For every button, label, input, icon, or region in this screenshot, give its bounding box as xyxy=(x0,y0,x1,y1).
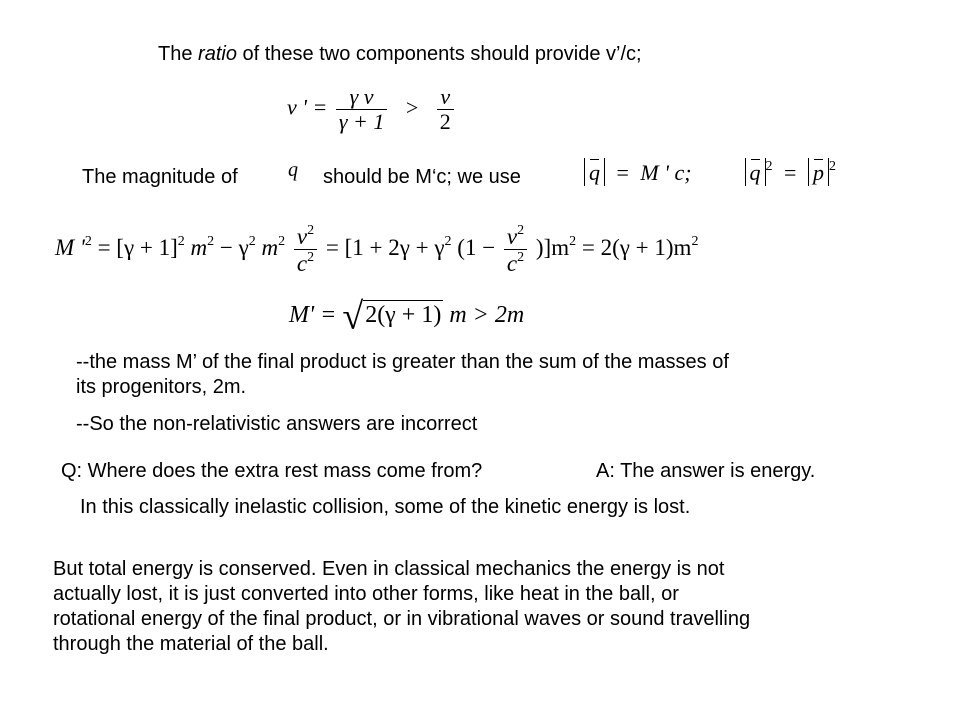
gamma-exponent-2: 2 xyxy=(444,233,452,249)
q-magnitude xyxy=(584,158,605,186)
fraction-c: c xyxy=(296,251,308,276)
fraction-c-exponent: 2 xyxy=(307,250,315,265)
q-symbol: q xyxy=(288,159,298,181)
p-exponent: 2 xyxy=(828,159,836,174)
mass-result-m: m xyxy=(449,302,467,328)
half-velocity-numerator: v xyxy=(440,84,451,109)
mass-m: m xyxy=(190,234,208,260)
gamma-plus-one-bracket: = [γ + 1] xyxy=(97,234,178,260)
bracket-exponent: 2 xyxy=(177,233,185,249)
ratio-statement-post: of these two components should provide v’/c; xyxy=(236,43,642,65)
ratio-word: ratio xyxy=(198,43,237,65)
inelastic-collision-text: In this classically inelastic collision, some of the kinetic energy is lost. xyxy=(80,496,691,518)
mass-lhs: M ' xyxy=(55,234,85,260)
ratio-statement-pre: The xyxy=(158,43,199,65)
magnitude-equation xyxy=(584,158,836,186)
velocity-equation xyxy=(287,86,457,133)
sqrt-sign: √ xyxy=(342,295,364,338)
energy-conservation-paragraph xyxy=(53,557,750,657)
mass-bullet xyxy=(76,350,729,400)
energy-paragraph-line-3: rotational energy of the final product, or in vibrational waves or sound travelling xyxy=(53,608,751,630)
mass-result-inequality: > 2m xyxy=(472,302,525,328)
mass-bullet-line-2: its progenitors, 2m. xyxy=(76,376,247,398)
velocity-lhs: v ' = xyxy=(287,94,328,120)
sqrt-radicand: 2(γ + 1) xyxy=(365,302,442,328)
energy-paragraph-line-4: through the material of the ball. xyxy=(53,633,329,655)
fraction-c-exponent-2: 2 xyxy=(517,250,525,265)
velocity-fraction xyxy=(336,86,388,133)
q-exponent: 2 xyxy=(765,159,773,174)
fraction-c-2: c xyxy=(506,251,518,276)
mass-result-lhs: M' = xyxy=(289,302,337,328)
velocity-fraction-numerator: γ v xyxy=(349,84,374,109)
q-vector: q xyxy=(589,160,600,185)
mass-exponent: 2 xyxy=(84,233,92,249)
m-exponent-3: 2 xyxy=(569,233,577,249)
q-vector-2: q xyxy=(749,160,761,185)
one-minus: (1 − xyxy=(457,234,496,260)
closing-bracket-m: )]m xyxy=(535,234,570,260)
equals-sign: = xyxy=(616,160,629,185)
magnitude-statement-mid: should be M‘c; we use xyxy=(323,166,521,188)
mass-bullet-line-1: --the mass M’ of the final product is greater than the sum of the masses of xyxy=(76,351,729,373)
mass-times-c: M ' c; xyxy=(640,160,692,185)
m-exponent: 2 xyxy=(207,233,215,249)
mass-squared-equation xyxy=(55,224,698,275)
question-text: Q: Where does the extra rest mass come from? xyxy=(61,460,483,482)
expansion-term: = [1 + 2γ + γ xyxy=(325,234,445,260)
v-over-c-squared-fraction xyxy=(294,224,317,275)
p-magnitude-squared xyxy=(808,158,829,186)
half-velocity-fraction xyxy=(437,86,454,133)
equals-sign-2: = xyxy=(784,160,797,185)
mass-m-2: m xyxy=(261,234,279,260)
velocity-fraction-denominator: γ + 1 xyxy=(336,109,388,133)
q-magnitude-squared xyxy=(745,158,766,186)
magnitude-statement-pre: The magnitude of xyxy=(82,166,238,188)
m-exponent-4: 2 xyxy=(691,233,699,249)
half-velocity-denominator: 2 xyxy=(437,109,454,133)
gamma-exponent: 2 xyxy=(248,233,256,249)
minus-gamma: − γ xyxy=(219,234,249,260)
fraction-v: v xyxy=(296,224,308,249)
p-vector: p xyxy=(812,160,824,185)
energy-paragraph-line-1: But total energy is conserved. Even in classical mechanics the energy is not xyxy=(53,558,725,580)
fraction-v-2: v xyxy=(506,224,518,249)
mass-result-equation xyxy=(289,295,525,338)
m-exponent-2: 2 xyxy=(278,233,286,249)
non-relativistic-bullet: --So the non-relativistic answers are incorrect xyxy=(76,413,478,435)
ratio-statement xyxy=(158,42,642,67)
answer-text: A: The answer is energy. xyxy=(596,460,816,482)
fraction-v-exponent: 2 xyxy=(307,223,315,238)
energy-paragraph-line-2: actually lost, it is just converted into other forms, like heat in the ball, or xyxy=(53,583,679,605)
v-over-c-squared-fraction-2 xyxy=(504,224,527,275)
greater-than-sign: > xyxy=(405,94,419,120)
fraction-v-exponent-2: 2 xyxy=(517,223,525,238)
final-result: = 2(γ + 1)m xyxy=(581,234,692,260)
